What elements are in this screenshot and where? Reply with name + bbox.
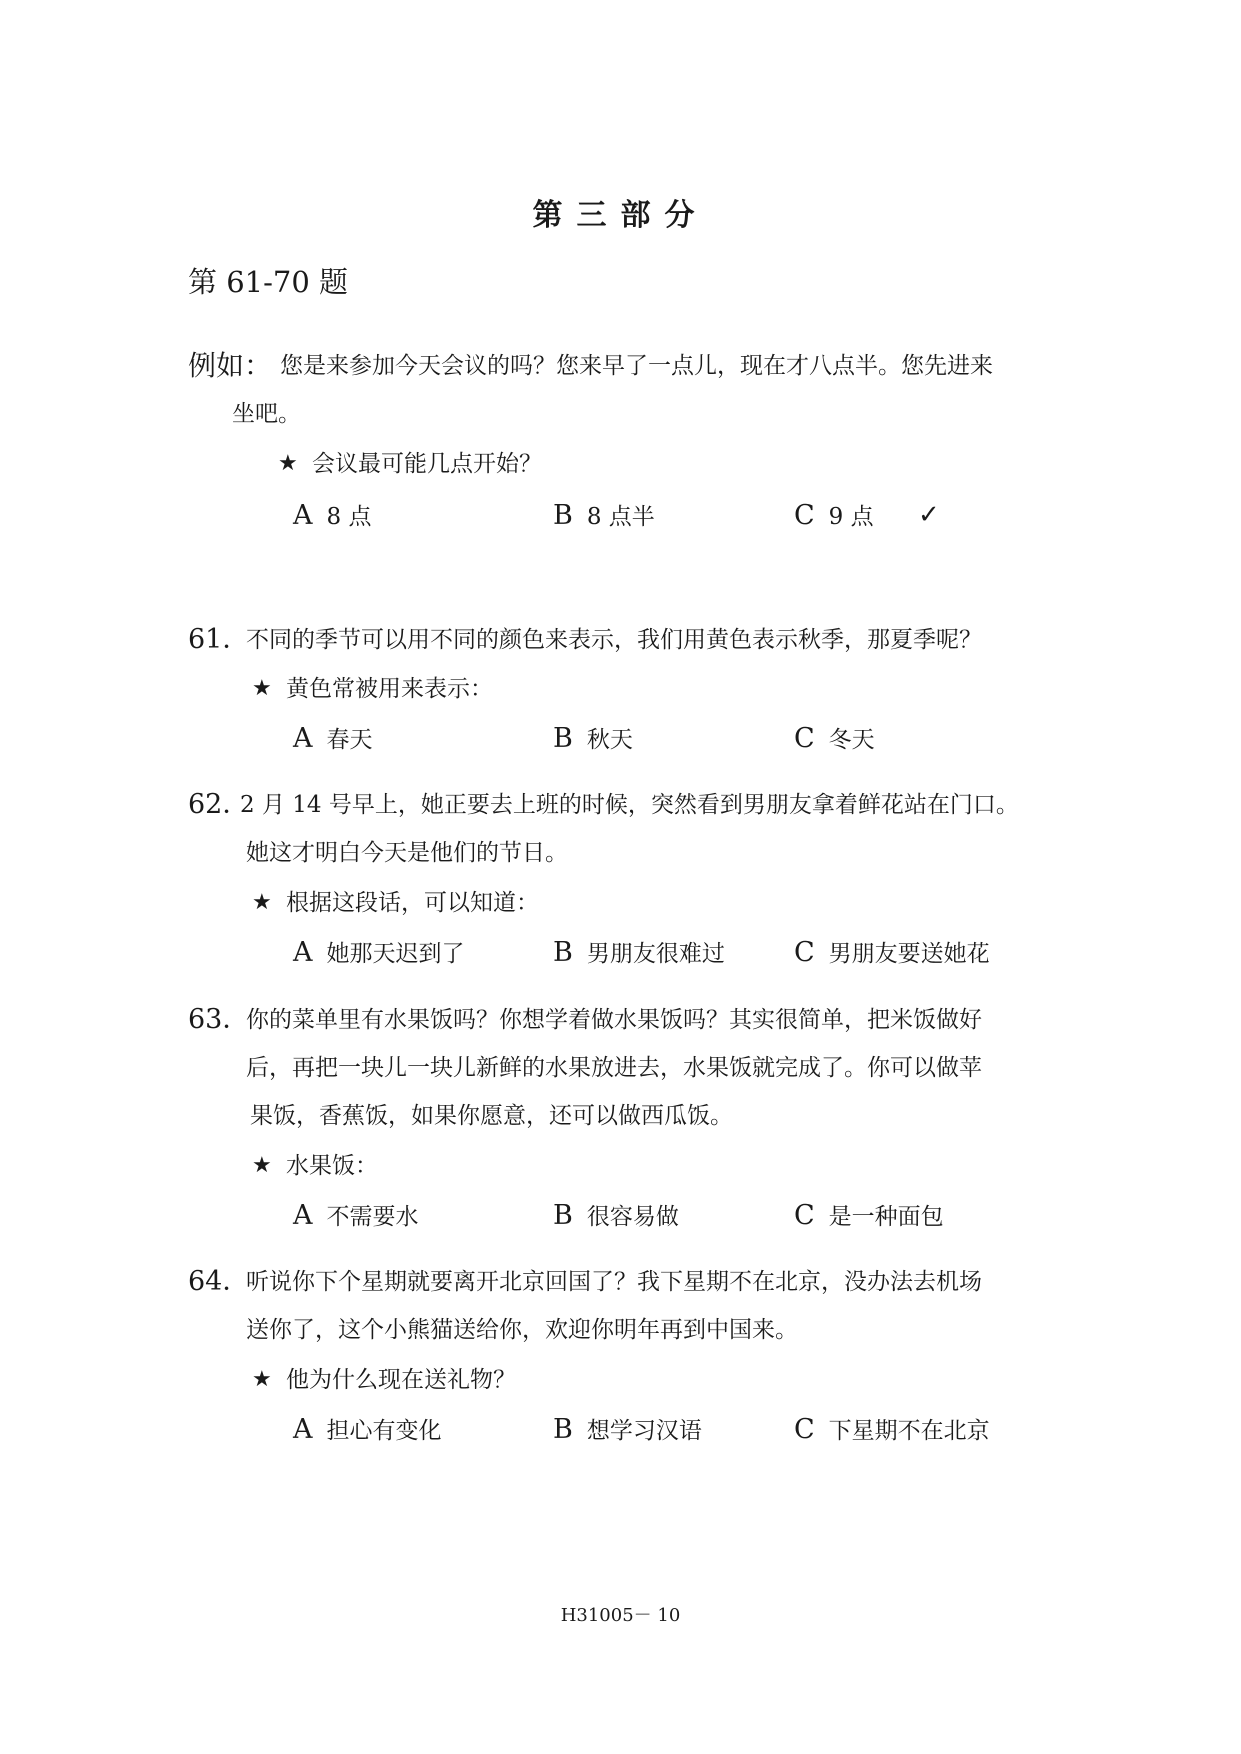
question-63-prompt: 水果饭： [286, 1153, 378, 1179]
question-64-option-a: A 担心有变化 [293, 1414, 442, 1445]
question-62-option-b: B 男朋友很难过 [553, 937, 725, 968]
example-text-line-2: 坐吧。 [232, 401, 301, 427]
question-61-option-a: A 春天 [293, 723, 373, 754]
example-option-a: A 8 点 [293, 500, 372, 531]
question-63-option-b: B 很容易做 [553, 1200, 679, 1231]
question-62-option-a: A 她那天迟到了 [293, 937, 465, 968]
example-option-c: C 9 点 [794, 500, 874, 531]
question-61-number: 61． [188, 624, 250, 655]
page-footer: H31005－ 10 [560, 1605, 681, 1626]
example-text-line-1: 您是来参加今天会议的吗？您来早了一点儿，现在才八点半。您先进来 [280, 353, 993, 379]
star-icon: ★ [278, 451, 298, 476]
question-63-text-line-2: 后，再把一块儿一块儿新鲜的水果放进去，水果饭就完成了。你可以做苹 [246, 1055, 982, 1081]
example-label: 例如： [188, 349, 273, 382]
question-62-option-c: C 男朋友要送她花 [794, 937, 990, 968]
question-64-option-b: B 想学习汉语 [553, 1414, 702, 1445]
question-63-number: 63． [188, 1004, 250, 1035]
star-icon: ★ [252, 890, 272, 915]
question-63-text-line-1: 你的菜单里有水果饭吗？你想学着做水果饭吗？其实很简单，把米饭做好 [246, 1007, 982, 1033]
question-62-prompt: 根据这段话，可以知道： [286, 890, 539, 916]
star-icon: ★ [252, 1367, 272, 1392]
example-question: 会议最可能几点开始？ [312, 451, 542, 477]
question-62-number: 62． [188, 789, 250, 820]
question-range-heading: 第 61-70 题 [188, 265, 349, 299]
question-63-option-c: C 是一种面包 [794, 1200, 944, 1231]
question-61-text-line-1: 不同的季节可以用不同的颜色来表示，我们用黄色表示秋季，那夏季呢？ [246, 627, 982, 653]
question-64-prompt: 他为什么现在送礼物？ [286, 1367, 516, 1393]
section-title: 第三部分 [532, 198, 709, 233]
question-62-text-line-1: 2 月 14 号早上，她正要去上班的时候，突然看到男朋友拿着鲜花站在门口。 [240, 792, 1019, 818]
question-61-prompt: 黄色常被用来表示： [286, 676, 493, 702]
question-64-number: 64． [188, 1266, 250, 1297]
question-64-text-line-1: 听说你下个星期就要离开北京回国了？我下星期不在北京，没办法去机场 [246, 1269, 982, 1295]
question-63-option-a: A 不需要水 [293, 1200, 419, 1231]
star-icon: ★ [252, 1153, 272, 1178]
question-61-option-b: B 秋天 [553, 723, 633, 754]
question-62-text-line-2: 她这才明白今天是他们的节日。 [246, 840, 568, 866]
question-64-option-c: C 下星期不在北京 [794, 1414, 990, 1445]
example-option-b: B 8 点半 [553, 500, 655, 531]
question-64-text-line-2: 送你了，这个小熊猫送给你，欢迎你明年再到中国来。 [246, 1317, 798, 1343]
question-61-option-c: C 冬天 [794, 723, 875, 754]
star-icon: ★ [252, 676, 272, 701]
question-63-text-line-3: 果饭，香蕉饭，如果你愿意，还可以做西瓜饭。 [250, 1103, 733, 1129]
checkmark-icon: ✓ [918, 500, 940, 530]
